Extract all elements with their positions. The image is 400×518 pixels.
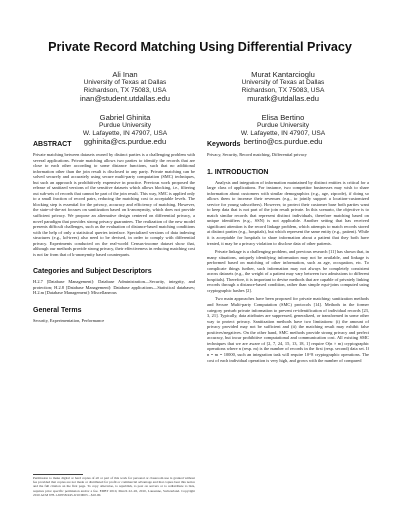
abstract-heading: ABSTRACT: [33, 141, 72, 148]
introduction-heading: 1. INTRODUCTION: [207, 168, 269, 176]
author-email[interactable]: bertino@cs.purdue.edu: [243, 137, 323, 147]
author-card: [198, 70, 368, 103]
author-card: [40, 70, 210, 103]
author-address: Richardson, TX 75083, USA: [241, 86, 325, 94]
general-terms-heading: General Terms: [33, 307, 82, 315]
introduction-paragraph: Two main approaches have been proposed for private matching: sanitization methods and Secure Multi-party Computation (SMC) protocols [14]. Methods in the former category perturb private information to prevent re-identification of individual records [23, 3, 21]. Typically, data attributes are suppressed, generalized, or transformed in some other way to protect privacy. Sanitization methods have two limitations: (i) the amount of privacy provided may not be sufficient and (ii) the matching result may exhibit false positives/negatives. On the other hand, SMC methods provide strong privacy and perfect accuracy, but incur prohibitive computational and communication cost. All existing SMC techniques that we are aware of [2, 7, 24, 15, 13, 18, 1] require O(n × m) cryptographic operations where n (resp. m) is the number of records in the first (resp. second) data set. If n = m = 10000, such an integration task will require 10^8 cryptographic operations. The cost of each individual operation is very high, and grows with the number of compared: [207, 296, 369, 363]
introduction-paragraph: Private linkage is a challenging problem, and previous research [11] has shown that, in many situations, uniquely identifying information may not be available, and linkage is performed based on matching of other information, such as age, occupation, etc. To complicate things further, such information may not always be completely consistent across datasets (e.g., the weight of a patient may vary between two admissions to different hospitals). Therefore, it is important to devise methods that are capable of privately linking records through a distance-based condition, rather than simple equi-joins computed using cryptographic hashes [2].: [207, 249, 369, 293]
keywords-text: Privacy, Security, Record matching, Differential privacy: [207, 152, 307, 157]
author-name: Ali Inan: [112, 70, 138, 79]
left-column: [33, 140, 195, 327]
right-column: [207, 140, 369, 366]
author-address: W. Lafayette, IN 47907, USA: [240, 129, 326, 137]
author-affiliation: Purdue University: [98, 122, 152, 129]
footnote-divider: [33, 474, 83, 475]
author-affiliation: University of Texas at Dallas: [83, 79, 167, 86]
author-address: W. Lafayette, IN 47907, USA: [82, 129, 168, 137]
general-terms-text: Security, Experimentation, Performance: [33, 318, 105, 324]
author-email[interactable]: muratk@utdallas.edu: [247, 94, 319, 104]
author-affiliation: Purdue University: [256, 122, 310, 129]
copyright-footnote: Permission to make digital or hard copies of all or part of this work for personal or classroom use is granted without fee provided that copies are not made or distributed for profit or commercial advantage and that copies bear this notice and the full citation on the first page. To copy otherwise, to republish, to post on servers or to redistribute to lists, requires prior specific permission and/or a fee. EDBT 2010, March 22–26, 2010, Lausanne, Switzerland. Copyright 2010 ACM 978-1-60558-945-9/10/0003 ...$10.00.: [33, 476, 195, 497]
author-affiliation: University of Texas at Dallas: [241, 79, 325, 86]
categories-heading: Categories and Subject Descriptors: [33, 268, 152, 276]
paper-title: Private Record Matching Using Differential Privacy: [48, 40, 352, 54]
introduction-paragraph: Analysis and integration of information maintained by distinct entities is critical for a large class of applications. For instance, two competitor businesses may wish to share information about customers with similar demographics (e.g., age, zipcode), if doing so allows them to increase their revenues (e.g., to jointly support a location-customized service for young subscribers). However, to protect their customer base both parties want to keep data that is not part of the join result private. In this scenario, the objective is to match similar records that represent distinct individuals, therefore matching based on unique identifiers (e.g., SSN) is not applicable. Another setting that has received significant attention is the record linkage problem, which attempts to match records stored at distinct parties (e.g., hospitals), but which represent the same entity (e.g., patient). While it is acceptable for hospitals to share information about a patient that they both have treated, it may be a privacy violation to disclose data of other patients.: [207, 179, 369, 246]
author-email[interactable]: inan@student.utdallas.edu: [79, 94, 171, 104]
author-name: Elisa Bertino: [261, 113, 305, 122]
author-name: Murat Kantarcioglu: [251, 70, 315, 79]
author-email[interactable]: gghinita@cs.purdue.edu: [83, 137, 167, 147]
author-address: Richardson, TX 75083, USA: [83, 86, 167, 94]
abstract-text: Private matching between datasets owned by distinct parties is a challenging problem with several applications. Private matching allows two parties to identify the records that are close to each other according to some distance functions, such that no additional information other than the join result is disclosed to any party. Private matching can be solved securely and accurately using secure multi-party computation (SMC) techniques, but such an approach is prohibitively expensive in practice. Previous work proposed the release of sanitized versions of the sensitive datasets which allows blocking, i.e., filtering out sub-sets of records that cannot be part of the join result. This way, SMC is applied only to a small fraction of record pairs, reducing the matching cost to acceptable levels. The blocking step is essential for the privacy, accuracy and efficiency of matching. However, the state-of-the-art focuses on sanitization based on k-anonymity, which does not provide sufficient privacy. We propose an alternative design centered on differential privacy, a novel paradigm that provides strong privacy guarantees. The realization of the new model presents difficult challenges, such as the evaluation of distance-based matching conditions with the help of only a statistical queries interface. Specialized versions of data indexing structures (e.g., kd-trees) also need to be devised, in order to comply with differential privacy. Experiments conducted on the real-world Census-income dataset show that, although our methods provide strong privacy, their effectiveness in reducing matching cost is not far from that of k-anonymity based counterparts.: [33, 152, 195, 257]
categories-text: H.2.7 [Database Management]: Database Administration—Security, integrity, and protection; H.2.8 [Database Management]: Database applications—Statistical databases; H.2.m [Database Management]: Miscellaneous: [33, 279, 195, 296]
author-name: Gabriel Ghinita: [99, 113, 151, 122]
keywords-heading: Keywords: [207, 141, 241, 148]
